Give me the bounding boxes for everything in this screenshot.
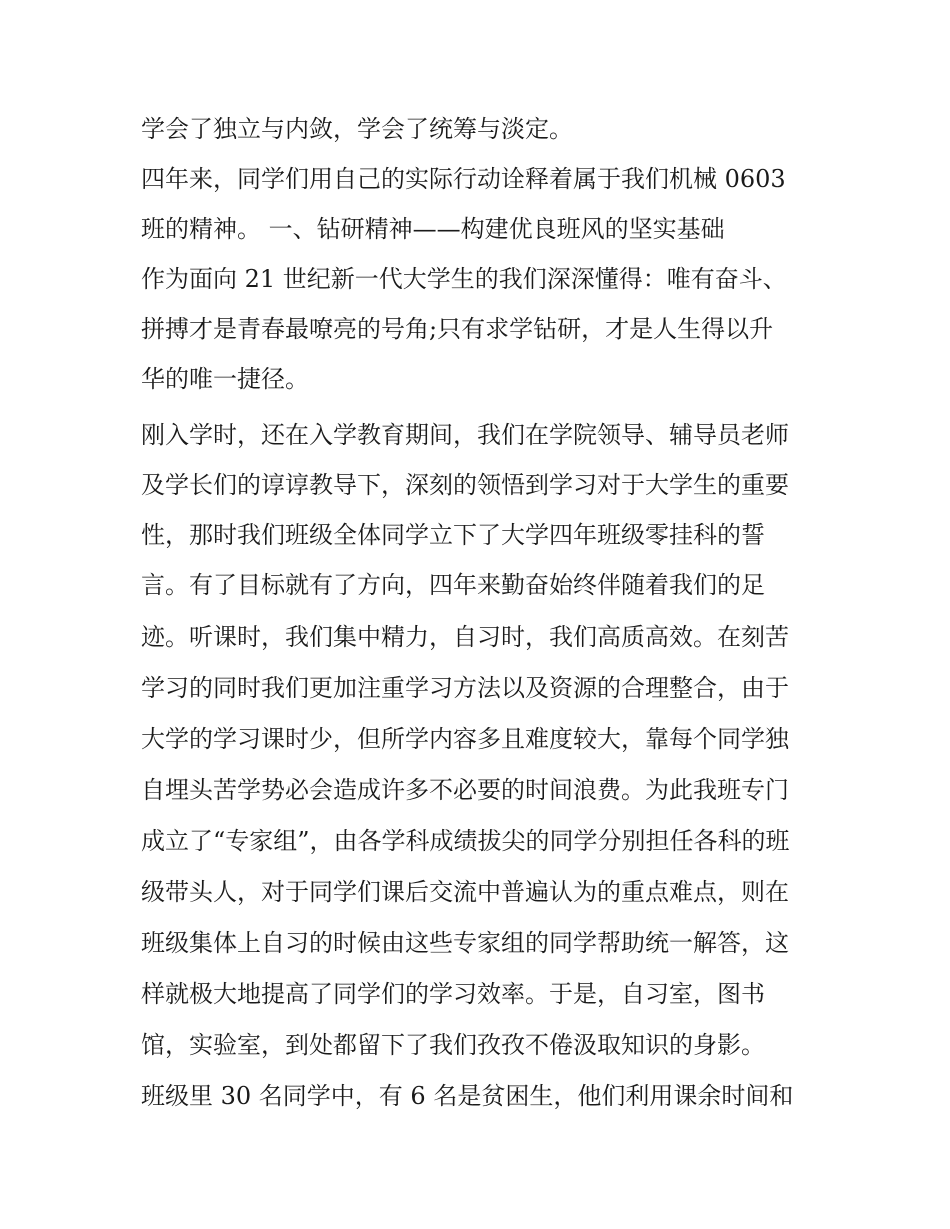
text-line: 华的唯一捷径。 [141, 365, 309, 393]
text-line: 样就极大地提高了同学们的学习效率。于是，自习室，图书 [141, 980, 765, 1008]
text-line: 班的精神。 一、钻研精神——构建优良班风的坚实基础 [141, 215, 725, 243]
text-line: 成立了“专家组”，由各学科成绩拔尖的同学分别担任各科的班 [141, 827, 790, 855]
text-line: 迹。听课时，我们集中精力，自习时，我们高质高效。在刻苦 [141, 623, 789, 651]
text-line: 学习的同时我们更加注重学习方法以及资源的合理整合，由于 [141, 674, 789, 702]
text-line: 刚入学时，还在入学教育期间，我们在学院领导、辅导员老师 [141, 421, 789, 449]
text-line: 班级里 30 名同学中，有 6 名是贫困生，他们利用课余时间和 [141, 1082, 794, 1110]
text-line: 自埋头苦学势必会造成许多不必要的时间浪费。为此我班专门 [141, 776, 789, 804]
text-line: 拼搏才是青春最嘹亮的号角;只有求学钻研，才是人生得以升 [141, 315, 774, 343]
text-line: 级带头人，对于同学们课后交流中普遍认为的重点难点，则在 [141, 878, 789, 906]
text-line: 性，那时我们班级全体同学立下了大学四年班级零挂科的誓 [141, 521, 765, 549]
text-line: 作为面向 21 世纪新一代大学生的我们深深懂得：唯有奋斗、 [141, 265, 787, 293]
text-line: 四年来，同学们用自己的实际行动诠释着属于我们机械 0603 [141, 165, 786, 193]
text-line: 学会了独立与内敛，学会了统筹与淡定。 [141, 115, 573, 143]
text-line: 馆，实验室，到处都留下了我们孜孜不倦汲取知识的身影。 [141, 1031, 765, 1059]
text-line: 大学的学习课时少，但所学内容多且难度较大，靠每个同学独 [141, 725, 789, 753]
text-line: 班级集体上自习的时候由这些专家组的同学帮助统一解答，这 [141, 929, 789, 957]
text-line: 及学长们的谆谆教导下，深刻的领悟到学习对于大学生的重要 [141, 471, 789, 499]
text-line: 言。有了目标就有了方向，四年来勤奋始终伴随着我们的足 [141, 571, 765, 599]
